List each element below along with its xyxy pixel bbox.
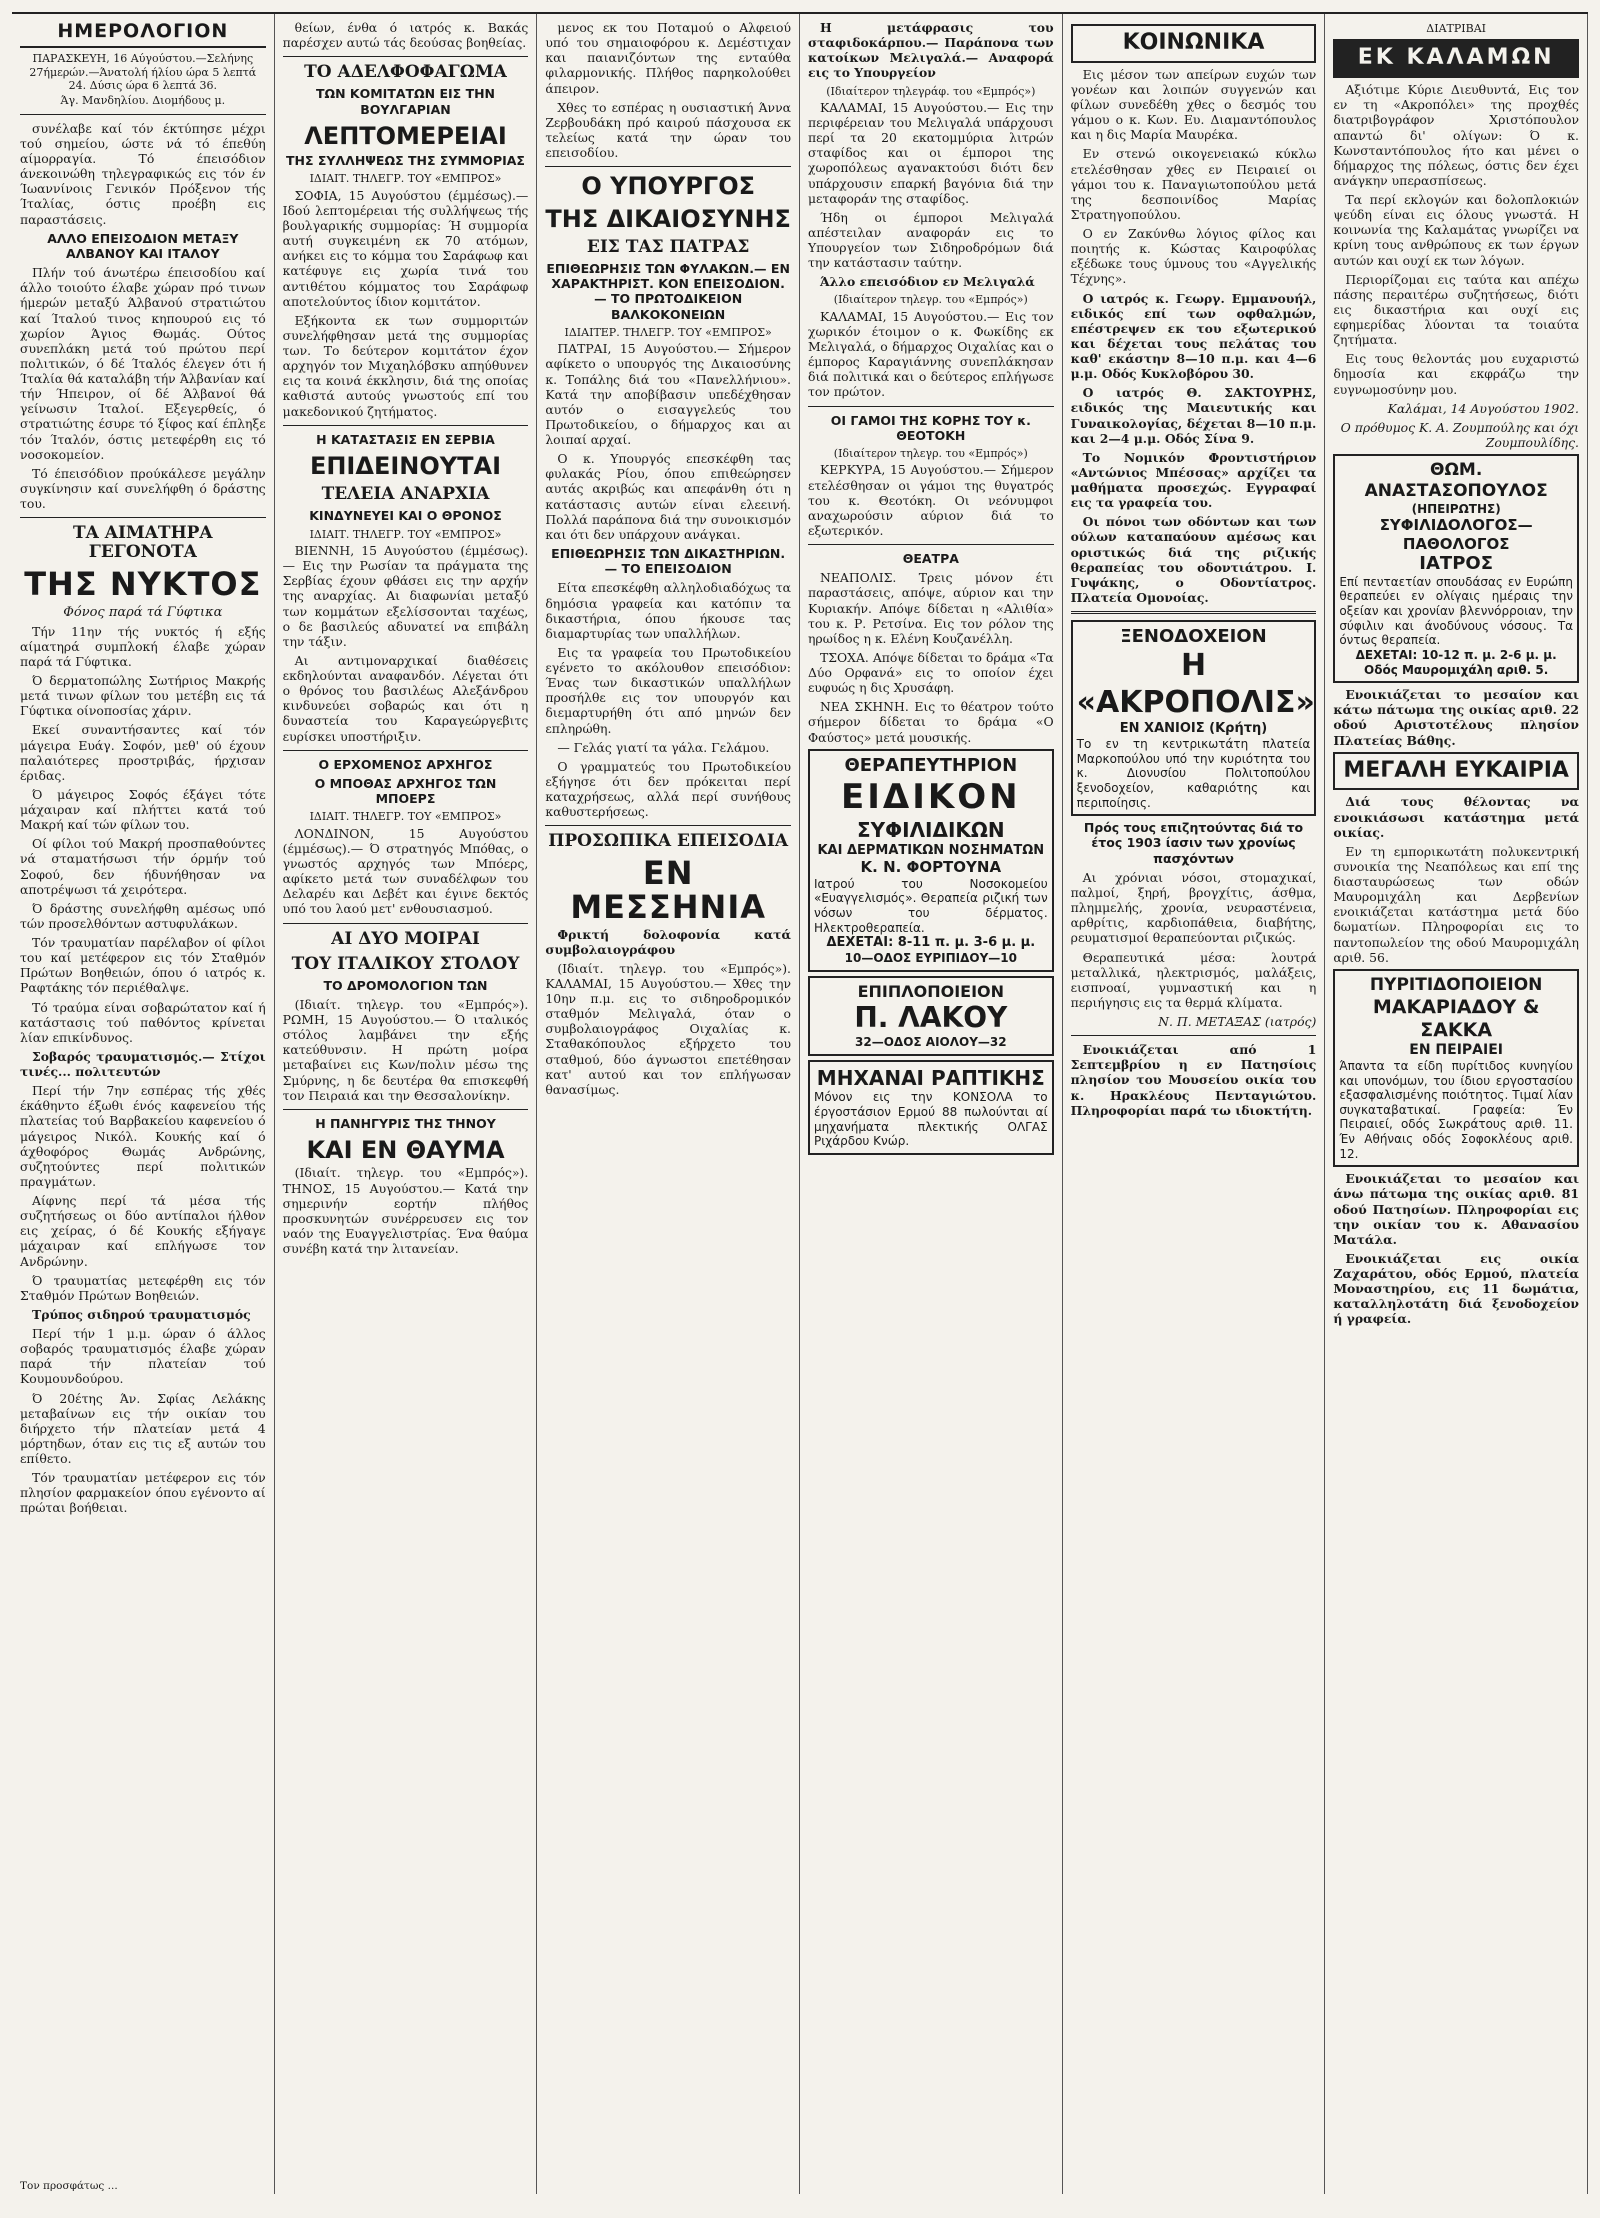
- article-paragraph: Τό έπεισόδιον προύκάλεσε μεγάλην συγκίνησιν καί συνελήφθη ό δράστης του.: [20, 465, 266, 512]
- article-paragraph: Τόν τραυματίαν μετέφερον εις τόν πλησίον φαρμακείον όπου εγένοντο αί πρώται βοήθειαι.: [20, 1470, 266, 1516]
- wire-credit: ΙΔΙΑΙΤ. ΤΗΛΕΓΡ. ΤΟΥ «ΕΜΠΡΟΣ»: [309, 810, 502, 824]
- ad-title-large: ΜΕΓΑΛΗ ΕΥΚΑΙΡΙΑ: [1333, 752, 1579, 791]
- article-headline: Η μετάφρασις του σταφιδοκάρπου.— Παράπονα των κατοίκων Μελιγαλά.— Αναφορά εις το Υπουργείον: [807, 20, 1054, 81]
- ad-title: ΘΕΡΑΠΕΥΤΗΡΙΟΝ: [844, 754, 1018, 776]
- divider: [283, 923, 529, 924]
- article-paragraph: ΣΟΦΙΑ, 15 Αυγούστου (έμμέσως).— Ιδού λεπτομέρειαι τής συλλήψεως τής βουλγαρικής συμμορίας: Ή συμμορία αυτή συγκειμένη εκ 70 ατόμων, ανήκει εις το κόμμα του Σαράφωφ και κατέφυγε εις χωρία τινά του αντιθέτου κόμματος του Σαράφωφ αποτελούντος ίδιον κομιτάτον.: [282, 187, 529, 309]
- article-subheadline: Η ΚΑΤΑΣΤΑΣΙΣ ΕΝ ΣΕΡΒΙΑ: [316, 431, 495, 447]
- article-paragraph: ΛΟΝΔΙΝΟΝ, 15 Αυγούστου (έμμέσως).— Ό στρατηγός Μπόθας, ο γνωστός αρχηγός των Μπόερς, αφίκετο μετά των συναδέλφων του Δελαρέυ και Δεβέτ και έγινε δεκτός υπό του λαού μετ' ενθουσιασμού.: [282, 825, 529, 917]
- article-paragraph: Πλήν τού άνωτέρω έπεισοδίου καί άλλο τοιούτο έλαβε χώραν πρό τινων ήμερών μεταξύ Άλβανού στρατιώτου καί Ίταλού τινος κηπουρού εις τό χωρίον Άγιος Θωμάς. Ούτος συνεπλάκη μετά τού πρώτου περί πολιτικών, ό δέ Ίταλός έλεγεν ότι ή Ίταλία θά καταλάβη τήν Άλβανίαν καί τήν Ήπειρον, οί δέ Άλβανοί θά γείνωσιν Ίταλοί. Εξεγερθείς, ό στρατιώτης έσυρε τό ξίφος καί έπληξε τόν Ίταλόν, όστις μετεφέρθη εις τό νοσοκομείον.: [20, 265, 266, 462]
- classified-ad: Ενοικιάζεται από 1 Σεπτεμβρίου η εν Πατησίοις πλησίον του Μουσείου οικία του κ. Ηρακλέους Πενταγιώτου. Πληροφορίαι παρά τω ιδιοκτήτη.: [1070, 1042, 1317, 1118]
- signature: Ν. Π. ΜΕΤΑΞΑΣ (ιατρός): [1158, 1014, 1317, 1030]
- ad-title-large: Π. ΛΑΚΟΥ: [854, 1001, 1008, 1035]
- article-paragraph: ΚΑΛΑΜΑΙ, 15 Αυγούστου.— Εις τον χωρικόν έτοιμον ο κ. Φωκίδης εκ Μελιγαλά, ο δήμαρχος Οιχαλίας και ο έμπορος Καραγιάννης συνεπλάκησαν διά πολιτικά και ο δεύτερος επλήγωσε τον πρώτον.: [807, 308, 1054, 400]
- article-subheadline: ΚΙΝΔΥΝΕΥΕΙ ΚΑΙ Ο ΘΡΟΝΟΣ: [309, 508, 502, 524]
- article-paragraph: Ο γραμματεύς του Πρωτοδικείου εξήγησε ότι δεν πρόκειται περί καταχρήσεως, αλλά περί συνήθους καθυστερήσεως.: [545, 758, 791, 820]
- article-paragraph: ΠΑΤΡΑΙ, 15 Αυγούστου.— Σήμερον αφίκετο ο υπουργός της Δικαιοσύνης κ. Τοπάλης διά του «Πανελλήνιου». Κατά την αποβίβασιν υπεδέχθησαν αυτόν ο εισαγγελεύς του Πρωτοδικείου, ο δήμαρχος και αι λοιπαί αρχαί.: [545, 341, 791, 448]
- divider: [808, 544, 1054, 545]
- article-headline-large: ΤΗΣ ΝΥΚΤΟΣ: [24, 565, 262, 604]
- article-paragraph: Εν στενώ οικογενειακώ κύκλω ετελέσθησαν χθες εν Πειραιεί οι γάμοι του κ. Παναγιωτοπούλου μετά της δεσποινίδος Μαρίας Στρατηγοπούλου.: [1070, 146, 1317, 222]
- column-3: [537, 14, 800, 2194]
- article-paragraph: Ήδη οι έμποροι Μελιγαλά απέστειλαν αναφοράν εις το Υπουργείον των Σιδηροδρόμων διά την κατάστασιν ταύτην.: [807, 209, 1054, 271]
- article-paragraph: Εις τους θελοντάς μου ευχαριστώ δημοσία και εκφράζω την ευγνωμοσύνην μου.: [1333, 351, 1579, 397]
- article-paragraph: (Ιδιαίτ. τηλεγρ. του «Εμπρός»). ΤΗΝΟΣ, 15 Αυγούστου.— Κατά την σημερινήν εορτήν πλήθος προσκυνητών συνέρρευσεν εις τον ναόν της Ευαγγελιστρίας. Ένα θαύμα συνέβη κατά την λιτανείαν.: [282, 1165, 529, 1257]
- article-headline: ΤΟΥ ΙΤΑΛΙΚΟΥ ΣΤΟΛΟΥ: [291, 953, 520, 974]
- article-subheadline: Σοβαρός τραυματισμός.— Στίχοι τινές... πολιτευτών: [20, 1048, 266, 1080]
- wire-credit: (Ιδιαίτερον τηλεγράφ. του «Εμπρός»): [826, 84, 1036, 98]
- divider: [545, 166, 791, 167]
- article-subheadline: Άλλο επεισόδιον εν Μελιγαλά: [819, 274, 1035, 290]
- column-5: [1063, 14, 1326, 2194]
- ad-title: ΠΥΡΙΤΙΔΟΠΟΙΕΙΟΝ: [1369, 974, 1543, 995]
- article-paragraph: Ό δερματοπώλης Σωτήριος Μακρής μετά τινων φίλων του μετέβη εις τά Γύφτικα οίνοποσίας χάριν.: [20, 673, 266, 719]
- column-2: [275, 14, 538, 2194]
- divider: [283, 56, 529, 57]
- article-paragraph: Το Νομικόν Φροντιστήριον «Αντώνιος Μπέσσας» αρχίζει τα μαθήματα προσεχώς. Εγγραφαί εις τα γραφεία του.: [1070, 449, 1317, 511]
- article-headline-large: ΛΕΠΤΟΜΕΡΕΙΑΙ: [304, 121, 507, 150]
- article-subheadline: ΤΟ ΔΡΟΜΟΛΟΓΙΟΝ ΤΩΝ: [323, 977, 488, 993]
- article-paragraph: Εις τα γραφεία του Πρωτοδικείου εγένετο το ακόλουθον επεισόδιον: Ένας των δικαστικών υπαλλήλων προσήλθε εις τον υπουργόν και διεμαρτυρήθη ότι από μηνών δεν επληρώθη.: [545, 644, 791, 736]
- classified-ad: Ενοικιάζεται το μεσαίον και κάτω πάτωμα της οικίας αριθ. 22 οδού Αριστοτέλους πλησίον Πλατείας Βάθης.: [1333, 687, 1579, 748]
- divider: [808, 406, 1054, 407]
- article-paragraph: Ο εν Ζακύνθω λόγιος φίλος και ποιητής κ. Κώστας Καιροφύλας εξέδωκε τους ύμνους του «Αγγελικής Τέχνης».: [1070, 226, 1317, 287]
- ad-subtitle: ΣΥΦΙΛΙΔΙΚΩΝ: [856, 818, 1005, 843]
- wire-credit: ΙΔΙΑΙΤ. ΤΗΛΕΓΡ. ΤΟΥ «ΕΜΠΡΟΣ»: [309, 527, 502, 541]
- article-paragraph: Τόν τραυματίαν παρέλαβον οί φίλοι του καί μετέφερον εις τόν Σταθμόν Πρώτων Βοηθειών, όπου ό ιατρός κ. Ραφτάκης τόν περιέθαλψε.: [20, 935, 266, 996]
- article-paragraph: Αίφνης περί τά μέσα τής συζητήσεως οι δύο αντίπαλοι ήλθον εις χείρας, ό δέ Κουκής εξήγαγε μάχαιραν καί επλήγωσε τον Ανδρώνην.: [20, 1193, 266, 1269]
- article-headline-large: Ο ΥΠΟΥΡΓΟΣ: [581, 172, 755, 201]
- article-paragraph: Ό 20έτης Άν. Σφίας Λελάκης μεταβαίνων εις τήν οικίαν του διήρχετο τήν πλατείαν μετά 4 μόρτηδων, όταν εις τις εξ αυτών του επίθετο.: [20, 1390, 266, 1467]
- advertisement-hotel: [1071, 620, 1317, 816]
- article-paragraph: Είτα επεσκέφθη αλληλοδιαδόχως τα δημόσια γραφεία και κατόπιν τα δικαστήρια, όπου ήκουσε τας διαμαρτυρίας των υπαλλήλων.: [545, 580, 791, 641]
- ad-subtitle: (ΗΠΕΙΡΩΤΗΣ): [1411, 501, 1501, 516]
- article-paragraph: Ο ιατρός κ. Γεωργ. Εμμανουήλ, ειδικός επί των οφθαλμών, επέστρεψεν εκ του εξωτερικού και δέχεται τους πελάτας του καθ' εκάστην 8—10 π.μ. και 4—6 μ.μ. Οδός Κυκλοβόρου 30.: [1070, 290, 1317, 382]
- article-headline: ΤΟ ΑΔΕΛΦΟΦΑΓΩΜΑ: [304, 62, 507, 83]
- article-paragraph: Περί τήν 7ην εσπέρας τής χθές έκάθηντο έξωθι ένός καφενείου τής πλατείας τού Βαρβακείου καφενείου ό μάγειρος Νικόλ. Κουκής καί ό άχθοφόρος Θωμάς Ανδρώνης, συζητούντες περί πολιτικών πραγμάτων.: [20, 1083, 266, 1189]
- article-paragraph: Ο κ. Υπουργός επεσκέφθη τας φυλακάς Ρίου, όπου επιθεώρησεν αυτάς ακριβώς και απεφάνθη ότι η κατάστασις αυτών είναι ελεεινή. Πολλά παράπονα διά την συνοικισμόν και ότι δεν υπάρχουν ανάγκαι.: [545, 451, 791, 542]
- article-paragraph: Περιορίζομαι εις ταύτα και απέχω πάσης περαιτέρω συζητήσεως, διότι εις δικαστήρια και ουχί εις εφημερίδας λύονται τα τοιαύτα ζητήματα.: [1333, 271, 1579, 348]
- ad-hours: ΔΕΧΕΤΑΙ: 10-12 π. μ. 2-6 μ. μ.: [1355, 647, 1557, 662]
- article-paragraph: Εκεί συναντήσαντες καί τόν μάγειρα Ευάγ. Σοφόν, μεθ' ού έχουν παλαιότερες προστριβάς, ήρχισαν έριδας.: [20, 722, 266, 783]
- article-subheadline: Φόνος παρά τά Γύφτικα: [63, 604, 223, 620]
- advertisement-gunpowder: [1333, 969, 1579, 1168]
- ad-body: Άπαντα τα είδη πυρίτιδος κυνηγίου και υπονόμων, του ίδιου εργοστασίου εξασφαλισμένης ποιότητος. Τιμαί λίαν συγκαταβατικαί. Γραφεία: Έν Πειραιεί, οδός Σωκράτους αριθ. 11. Έν Αθήναις οδός Σοφοκλέους αριθ. 12.: [1339, 1058, 1573, 1161]
- wire-credit: ΙΔΙΑΙΤ. ΤΗΛΕΓΡ. ΤΟΥ «ΕΜΠΡΟΣ»: [309, 172, 502, 186]
- ad-title-large: Η «ΑΚΡΟΠΟΛΙΣ»: [1076, 648, 1315, 720]
- article-headline-large: ΕΝ ΜΕΣΣΗΝΙΑ: [570, 854, 766, 926]
- article-paragraph: Ό δράστης συνελήφθη αμέσως υπό τών προσελθόντων αστυφυλάκων.: [20, 900, 266, 931]
- article-paragraph: ΚΑΛΑΜΑΙ, 15 Αυγούστου.— Εις την περιφέρειαν του Μελιγαλά υπάρχουσι περί τα 20 εκατομμύρια λιτρών σταφίδος και οι έμποροι της χωροπόλεως αγανακτούσι διότι δεν υπάρχουσιν επαρκή βαγόνια διά την μεταφοράν της σταφίδος.: [807, 99, 1054, 206]
- article-headline: ΕΙΣ ΤΑΣ ΠΑΤΡΑΣ: [586, 236, 750, 257]
- article-headline-large: ΕΠΙΔΕΙΝΟΥΤΑΙ: [309, 451, 502, 480]
- article-subheadline: ΤΩΝ ΚΟΜΙΤΑΤΩΝ ΕΙΣ ΤΗΝ ΒΟΥΛΓΑΡΙΑΝ: [315, 86, 496, 117]
- article-headline: ΑΙ ΔΥΟ ΜΟΙΡΑΙ: [331, 928, 480, 949]
- article-subheadline: ΟΙ ΓΑΜΟΙ ΤΗΣ ΚΟΡΗΣ ΤΟΥ κ. ΘΕΟΤΟΚΗ: [830, 412, 1031, 443]
- wire-credit: ΙΔΙΑΙΤΕΡ. ΤΗΛΕΓΡ. ΤΟΥ «ΕΜΠΡΟΣ»: [564, 325, 772, 339]
- advertisement-furniture: [808, 976, 1054, 1056]
- ad-address: 10—ΟΔΟΣ ΕΥΡΙΠΙΔΟΥ—10: [844, 951, 1017, 966]
- advertisement-sewing: [808, 1060, 1054, 1155]
- date-info: ΠΑΡΑΣΚΕΥΗ, 16 Αύγούστου.—Σελήνης 27ήμερών.—Άνατολή ήλίου ώρα 5 λεπτά 24. Δύσις ώρα 6 λεπτά 36.: [29, 52, 257, 92]
- article-subheadline: Τρύπος σιδηρού τραυματισμός: [32, 1306, 251, 1322]
- ad-hours: ΔΕΧΕΤΑΙ: 8-11 π. μ. 3-6 μ. μ.: [826, 935, 1036, 951]
- article-headline: ΠΡΟΣΩΠΙΚΑ ΕΠΕΙΣΟΔΙΑ: [548, 831, 789, 852]
- section-title-theatre: ΘΕΑΤΡΑ: [902, 551, 959, 567]
- ad-address: 32—ΟΔΟΣ ΑΙΟΛΟΥ—32: [855, 1035, 1007, 1050]
- article-paragraph: μενος εκ του Ποταμού ο Αλφειού υπό του σημαιοφόρου κ. Δεμέστιχαν και παιανιζόντων της ενταύθα φιλαρμονικής. Πλήθος παρηκολούθει άπειρον.: [545, 20, 791, 96]
- ad-address: Οδός Μαυρομιχάλη αριθ. 5.: [1364, 662, 1549, 677]
- article-paragraph: συνέλαβε καί τόν έκτύπησε μέχρι τού σημείου, ώστε νά τό έπεθύη αίμορραγία. Τό έπεισόδιον άνεκοινώθη τηλεγραφικώς εις τόν έν Ίωαννίνοις Γενικόν Πρόξενον τής Ίταλίας, όστις προέβη εις παραστάσεις.: [20, 120, 266, 227]
- divider: [283, 1109, 529, 1110]
- ad-body: Ιατρού του Νοσοκομείου «Ευαγγελισμός». Θεραπεία ριζική των νόσων του δέρματος. Ηλεκτροθεραπεία.: [813, 876, 1048, 935]
- article-paragraph: Αξιότιμε Κύριε Διευθυντά, Εις τον εν τη «Ακροπόλει» της προχθές διατριβογράφον Χριστόπουλον απαντώ δι' ολίγων: Ό κ. Κωνσταντόπουλος ήτο και μένει ο δήμαρχος της πόλεως, όστις δεν έχει ανάγκην υπερασπίσεως.: [1333, 82, 1579, 188]
- article-paragraph: ΒΙΕΝΝΗ, 15 Αυγούστου (έμμέσως).— Εις την Ρωσίαν τα πράγματα της Σερβίας έχουν φθάσει εις την αρχήν της αναρχίας. Αι διαφωνίαι μεταξύ των κομμάτων εξελίσσονται ταχέως, ο δε βασιλεύς αδυνατεί να επιβάλη την τάξιν.: [282, 543, 529, 649]
- article-paragraph: Αι αντιμοναρχικαί διαθέσεις εκδηλούνται αναφανδόν. Λέγεται ότι ο θρόνος του βασιλέως Αλεξάνδρου κινδυνεύει σοβαρώς και ότι η δυναστεία του Καραγεώργεβιτς ευρίσκει υποστήριξιν.: [282, 652, 529, 744]
- article-paragraph: ΝΕΑΠΟΛΙΣ. Τρεις μόνον έτι παραστάσεις, απόψε, αύριον και την Κυριακήν. Απόψε δίδεται η «Αλιθία» του κ. Ρ. Ρετσίνα. Εις τον ρόλον της ηρωίδος η κ. Ελένη Κουζανέλλη.: [807, 570, 1054, 646]
- article-subheadline: Φρικτή δολοφονία κατά συμβολαιογράφου: [545, 926, 791, 957]
- ad-title: ΜΗΧΑΝΑΙ ΡΑΠΤΙΚΗΣ: [816, 1065, 1045, 1090]
- ad-subtitle: ΚΑΙ ΔΕΡΜΑΤΙΚΩΝ ΝΟΣΗΜΑΤΩΝ: [817, 842, 1045, 858]
- article-subheadline: Ο ΜΠΟΘΑΣ ΑΡΧΗΓΟΣ ΤΩΝ ΜΠΟΕΡΣ: [314, 775, 497, 807]
- ad-title-large: ΕΙΔΙΚΟΝ: [841, 776, 1021, 817]
- article-paragraph: Χθες το εσπέρας η ουσιαστική Άννα Ζερβουδάκη πρό καιρού πάσχουσα εκ τελείως κατά την ώραν του επεισοδίου.: [545, 99, 791, 160]
- ad-title: ΘΩΜ. ΑΝΑΣΤΑΣΟΠΟΥΛΟΣ: [1364, 460, 1548, 501]
- divider: [20, 114, 266, 115]
- article-paragraph: Εξήκοντα εκ των συμμοριτών συνελήφθησαν μετά της συμμορίας των. Το δεύτερον κομιτάτον έχον αρχηγόν τον Μιχαηλόβσκυ απηύθυνεν εις τα κοινά έκκλησιν, διά της οποίας καθιστά αυτούς γνωστούς επί του μακεδονικού ζητήματος.: [282, 312, 529, 419]
- ad-subtitle: ΙΑΤΡΟΣ: [1419, 552, 1493, 574]
- column-1: [12, 14, 275, 2194]
- divider: [1071, 611, 1317, 614]
- ad-subtitle: Διά τους θέλοντας να ενοικιάσωσι κατάστημα μετά οικίας.: [1333, 794, 1579, 840]
- ad-body: Μόνον εις την ΚΟΝΣΟΛΑ το έργοστάσιον Ερμού 88 πωλούνται αί μηχανήματα πλεκτικής ΟΛΓΑΣ Ριχάρδου Κνώρ.: [813, 1090, 1048, 1149]
- classified-ad: Εν τη εμπορικωτάτη πολυκεντρική συνοικία της Νεαπόλεως και επί της διασταυρώσεως των οδών Μαυρομιχάλη και Δερβενίων ενοικιάζεται κατάστημα μετά δύο δωματίων. Πληροφορίαι εις το παντοπωλείον της οδού Μαυρομιχάλη αριθ. 56.: [1333, 843, 1579, 965]
- article-paragraph: Ό μάγειρος Σοφός έξάγει τότε μάχαιραν καί πλήττει κατά τού Μακρή καί τών φίλων του.: [20, 786, 266, 833]
- ad-body: Επί πενταετίαν σπουδάσας εν Ευρώπη θεραπεύει εν ολίγαις ημέραις την οξείαν και χρονίαν βλεννόρροιαν, την σύφιλιν και άνοδύνους νόσους. Τα όντως θεραπεία.: [1339, 574, 1573, 648]
- article-paragraph: Οι πόνοι των οδόντων και των ούλων καταπαύουν αμέσως και οριστικώς διά της ριζικής θεραπείας του οδοντιάτρου. Ι. Γυψάκης, ο Οδοντίατρος. Πλατεία Ομονοίας.: [1070, 514, 1317, 605]
- article-headline: ΤΑ ΑΙΜΑΤΗΡΑ ΓΕΓΟΝΟΤΑ: [73, 523, 213, 563]
- article-paragraph: — Γελάς γιατί τα γάλα. Γελάμου.: [557, 739, 770, 755]
- signature: Ο πρόθυμος Κ. Α. Ζουμπούλης και όχι Ζουμπουλίδης.: [1340, 419, 1579, 450]
- article-paragraph: θείων, ένθα ό ιατρός κ. Βακάς παρέσχεν αυτώ τάς δεούσας βοηθείας.: [282, 20, 529, 51]
- column-6: [1325, 14, 1588, 2194]
- article-paragraph: Οί φίλοι τού Μακρή προσπαθούντες νά σταματήσωσι τήν όρμήν τού Σοφού, δεν ήδυνήθησαν να αποτρέψωσι τά χειρότερα.: [20, 836, 266, 897]
- article-subheadline: Ο ΕΡΧΟΜΕΝΟΣ ΑΡΧΗΓΟΣ: [318, 756, 493, 772]
- article-headline: ΑΛΛΟ ΕΠΕΙΣΟΔΙΟΝ ΜΕΤΑΞΥ ΑΛΒΑΝΟΥ ΚΑΙ ΙΤΑΛΟΥ: [47, 230, 239, 261]
- article-paragraph: Τό τραύμα είναι σοβαρώτατον καί ή κατάστασις τού παθόντος κρίνεται λίαν επικίνδυνος.: [20, 999, 266, 1045]
- wire-credit: (Ιδιαίτερον τηλεγρ. του «Εμπρός»): [833, 293, 1028, 307]
- ad-name: Κ. Ν. ΦΟΡΤΟΥΝΑ: [860, 858, 1002, 877]
- classified-ad: Ενοικιάζεται το μεσαίον και άνω πάτωμα της οικίας αριθ. 81 οδού Πατησίων. Πληροφορίαι εις την οικίαν του κ. Αθανασίου Ματάλα.: [1333, 1171, 1579, 1247]
- section-title-social: ΚΟΙΝΩΝΙΚΑ: [1071, 24, 1317, 63]
- article-paragraph: (Ιδιαίτ. τηλεγρ. του «Εμπρός»). ΚΑΛΑΜΑΙ, 15 Αυγούστου.— Χθες την 10ην π.μ. εις το σιδηροδρομικόν σταθμόν Μελιγαλά, όταν ο συμβολαιογράφος Οιχαλίας κ. Σταθακόπουλος εξήρχετο του σταθμού, δύο άγνωστοι επετέθησαν κατ' αυτού και τον επλήγωσαν θανασίμως.: [545, 960, 791, 1097]
- advertisement-doctor: [1333, 454, 1579, 683]
- article-subheadline: ΤΗΣ ΣΥΛΛΗΨΕΩΣ ΤΗΣ ΣΥΜΜΟΡΙΑΣ: [286, 153, 525, 169]
- section-label: ΔΙΑΤΡΙΒΑΙ: [1426, 22, 1486, 35]
- article-paragraph: (Ιδιαίτ. τηλεγρ. του «Εμπρός»). ΡΩΜΗ, 15 Αυγούστου.— Ό ιταλικός στόλος λαμβάνει την εξής κατεύθυνσιν. Η πρώτη μοίρα μεταβαίνει εις Κων/πολιν μέσω της Σμύρνης, η δε δευτέρα θα επισκεφθή τον Πειραιά και την Θεσσαλονίκην.: [282, 996, 529, 1103]
- article-paragraph: Αι χρόνιαι νόσοι, στομαχικαί, παλμοί, ξηρή, βρογχίτις, άσθμα, πλημμελής, χρονία, νευραστένεια, αρθρίτις, καρδιοπάθεια, διαβήτης, ρευματισμοί θεραπεύονται ριζικώς.: [1070, 869, 1317, 946]
- article-paragraph: Θεραπευτικά μέσα: λουτρά μεταλλικά, ηλεκτρισμός, μαλάξεις, εισπνοαί, γυμναστική και η περιήγησις εις τα θερμά κλίματα.: [1070, 949, 1317, 1010]
- section-title-calendar: ΗΜΕΡΟΛΟΓΙΟΝ: [20, 20, 266, 48]
- newspaper-page: [12, 12, 1588, 2194]
- article-paragraph: ΤΣΟΧΑ. Απόψε δίδεται το δράμα «Τα Δύο Ορφανά» εις το οποίον έχει ευφυώς η δις Χρυσάφη.: [807, 649, 1054, 696]
- article-headline: Πρός τους επιζητούντας διά το έτος 1903 ίασιν των χρονίως πασχόντων: [1083, 820, 1304, 866]
- article-paragraph: ΝΕΑ ΣΚΗΝΗ. Εις το θέατρον τούτο σήμερον δίδεται το δράμα «Ο Φαύστος» μετά μουσικής.: [807, 699, 1054, 745]
- classified-ad: Ενοικιάζεται εις οικία Ζαχαράτου, οδός Ερμού, πλατεία Μοναστηρίου, εις 11 δωμάτια, καταλληλοτάτη διά ξενοδοχείον ή γραφεία.: [1333, 1250, 1579, 1327]
- article-paragraph: Τα περί εκλογών και δολοπλοκιών ψεύδη είναι εις όλους γνωστά. Η κοινωνία της Καλαμάτας γνωρίζει να κρίνη τους ανθρώπους εκ των έργων αυτών και ουχί εκ των λόγων.: [1333, 192, 1579, 268]
- article-paragraph: Ό τραυματίας μετεφέρθη εις τόν Σταθμόν Πρώτων Βοηθειών.: [20, 1272, 266, 1303]
- advertisement-clinic: [808, 749, 1054, 972]
- article-paragraph: Εις μέσον των απείρων ευχών των γονέων και λοιπών συγγενών και φίλων συνεδέθη χθες ο δεσμός του γάμου ο κ. Κων. Ευ. Διαμαντόπουλος και η δις Μαρία Μαυρέκα.: [1070, 66, 1317, 143]
- article-paragraph: Περί τήν 1 μ.μ. ώραν ό άλλος σοβαρός τραυματισμός έλαβε χώραν παρά τήν πλατείαν τού Κουμουνδούρου.: [20, 1326, 266, 1387]
- divider: [20, 517, 266, 518]
- ad-title-large: ΜΑΚΑΡΙΑΔΟΥ & ΣΑΚΚΑ: [1372, 995, 1540, 1041]
- article-headline-large: ΤΗΣ ΔΙΚΑΙΟΣΥΝΗΣ: [545, 204, 791, 233]
- dateline: Καλάμαι, 14 Αυγούστου 1902.: [1387, 400, 1579, 416]
- ad-title: ΞΕΝΟΔΟΧΕΙΟΝ: [1120, 626, 1267, 648]
- column-4: [800, 14, 1063, 2194]
- ad-body: Το εν τη κεντρικωτάτη πλατεία Μαρκοπούλου υπό την κυριότητα του κ. Διονυσίου Πολιτοπούλου ξενοδοχείον, καθαριότης και περιποίησις.: [1076, 737, 1311, 810]
- article-subheadline: ΕΠΙΘΕΩΡΗΣΙΣ ΤΩΝ ΔΙΚΑΣΤΗΡΙΩΝ.— ΤΟ ΕΠΕΙΣΟΔΙΟΝ: [551, 545, 786, 577]
- ad-subtitle: ΕΝ ΠΕΙΡΑΙΕΙ: [1409, 1041, 1504, 1058]
- article-paragraph: Τήν 11ην τής νυκτός ή εξής αίματηρά συμπλοκή έλαβε χώραν παρά τά Γύφτικα.: [20, 623, 266, 669]
- divider: [283, 425, 529, 426]
- article-subheadline: ΕΠΙΘΕΩΡΗΣΙΣ ΤΩΝ ΦΥΛΑΚΩΝ.— ΕΝ ΧΑΡΑΚΤΗΡΙΣΤ. ΚΟΝ ΕΠΕΙΣΟΔΙΟΝ.— ΤΟ ΠΡΩΤΟΔΙΚΕΙΟΝ ΒΑΛΚΟΚΟΝΕΙΩΝ: [546, 260, 790, 322]
- divider: [545, 825, 791, 826]
- ad-subtitle: ΕΝ ΧΑΝΙΟΙΣ (Κρήτη): [1119, 721, 1268, 737]
- divider: [283, 750, 529, 751]
- ad-title: ΕΠΙΠΛΟΠΟΙΕΙΟΝ: [857, 981, 1005, 1001]
- article-paragraph: Ο ιατρός Θ. ΣΑΚΤΟΥΡΗΣ, ειδικός της Μαιευτικής και Γυναικολογίας, δέχεται 8—10 π.μ. και 2—4 μ.μ. Οδός Σίνα 9.: [1070, 385, 1317, 446]
- article-subheadline: Η ΠΑΝΗΓΥΡΙΣ ΤΗΣ ΤΗΝΟΥ: [315, 1115, 496, 1131]
- ad-subtitle: ΣΥΦΙΛΙΔΟΛΟΓΟΣ—ΠΑΘΟΛΟΓΟΣ: [1379, 516, 1533, 553]
- saints-of-day: Άγ. Μανδηλίου. Διομήδους μ.: [60, 94, 226, 108]
- section-title-kalamai: ΕΚ ΚΑΛΑΜΩΝ: [1333, 39, 1579, 78]
- wire-credit: (Ιδιαίτερον τηλεγρ. του «Εμπρός»): [833, 447, 1028, 461]
- article-paragraph: ΚΕΡΚΥΡΑ, 15 Αυγούστου.— Σήμερον ετελέσθησαν οι γάμοι της θυγατρός του κ. Θεοτόκη. Οι νεόνυμφοι αναχωρούσιν αύριον διά το εξωτερικόν.: [807, 462, 1054, 538]
- article-headline-large: ΚΑΙ ΕΝ ΘΑΥΜΑ: [306, 1136, 505, 1164]
- article-headline: ΤΕΛΕΙΑ ΑΝΑΡΧΙΑ: [321, 484, 490, 505]
- page-footer: Τον προσφάτως ...: [20, 2180, 118, 2192]
- divider: [1071, 1035, 1317, 1036]
